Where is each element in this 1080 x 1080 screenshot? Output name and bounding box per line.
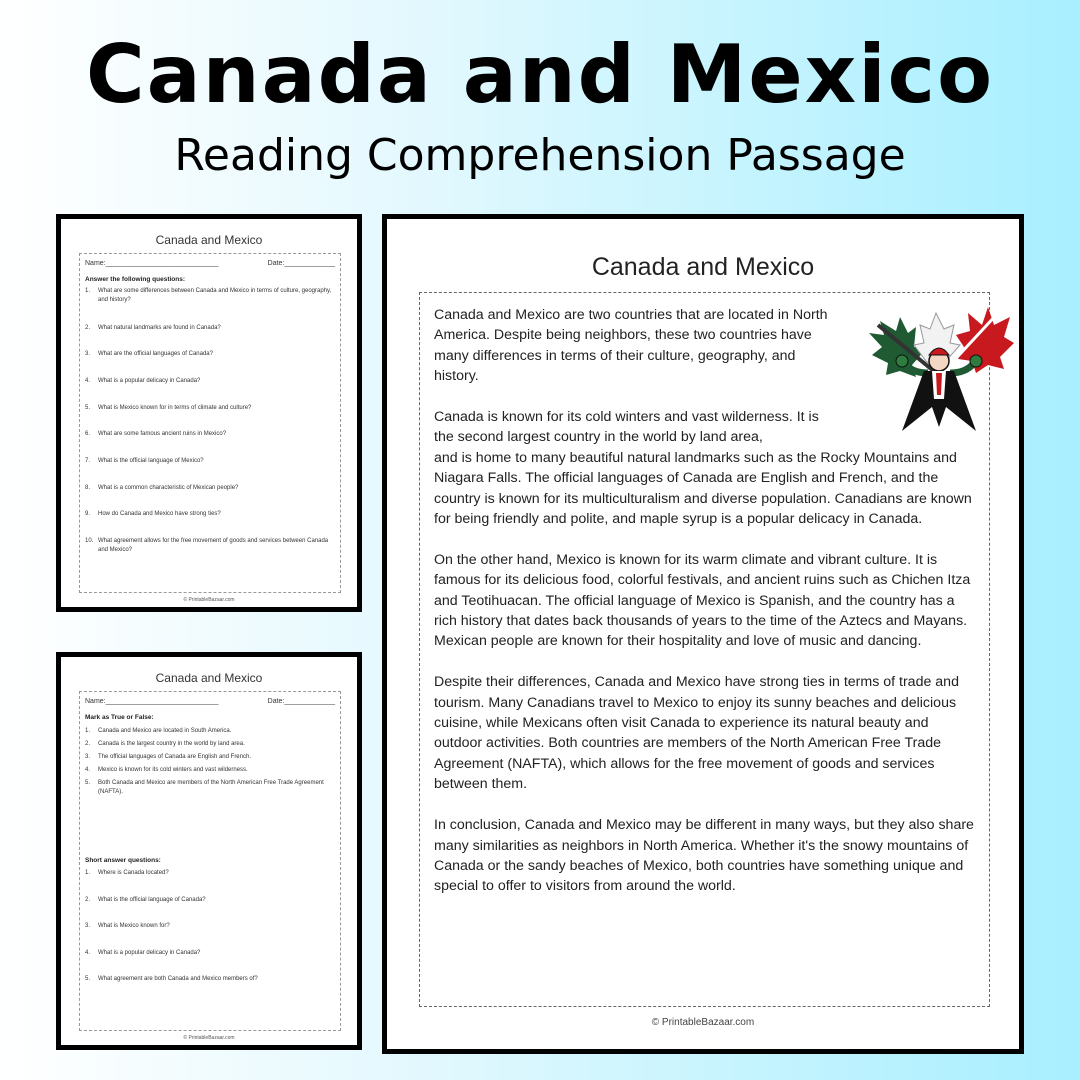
question-number: 2. xyxy=(85,897,91,903)
question-text: What is Mexico known for in terms of climate and culture? xyxy=(98,405,252,411)
question-number: 4. xyxy=(85,950,91,956)
worksheet-true-false-preview xyxy=(56,652,362,1050)
date-field: Date:_____________ xyxy=(267,260,335,267)
question-item xyxy=(85,510,335,519)
question-number: 1. xyxy=(85,870,91,876)
passage-paragraph: On the other hand, Mexico is known for its warm climate and vibrant culture. It is famous for its delicious food, colorful festivals, and ancient ruins such as Chichen Itza and Teotihuacan. The official language of Mexico is Spanish, and the country has a rich history that dates back thousands of years to the time of the Aztecs and Mayans. Mexican people are known for their hospitality and love of music and dancing. xyxy=(434,551,971,650)
question-item xyxy=(85,779,335,796)
worksheet-content-box xyxy=(79,253,341,593)
question-text: What is the official language of Canada? xyxy=(98,897,206,903)
question-text: What is a common characteristic of Mexican people? xyxy=(98,485,239,491)
worksheet-questions-preview xyxy=(56,214,362,612)
question-text: What is a popular delicacy in Canada? xyxy=(98,950,201,956)
question-text: The official languages of Canada are English and French. xyxy=(98,754,251,760)
question-text: Mexico is known for its cold winters and vast wilderness. xyxy=(98,767,248,773)
question-text: What agreement are both Canada and Mexico members of? xyxy=(98,976,258,982)
question-item xyxy=(85,753,335,762)
passage-paragraph: Canada is known for its cold winters and vast wilderness. It is the second largest country in the world by land area, xyxy=(434,409,819,446)
question-number: 5. xyxy=(85,976,91,982)
name-field: Name:_____________________________ xyxy=(85,260,219,267)
question-number: 5. xyxy=(85,780,91,786)
question-text: What are some differences between Canada and Mexico in terms of culture, geography, and history? xyxy=(98,288,332,303)
passage-page xyxy=(382,214,1024,1054)
question-item xyxy=(85,537,335,554)
worksheet-footer: © PrintableBazaar.com xyxy=(183,1035,235,1041)
passage-footer: © PrintableBazaar.com xyxy=(651,1017,755,1028)
worksheet-footer: © PrintableBazaar.com xyxy=(183,597,235,603)
question-item xyxy=(85,975,335,984)
question-text: How do Canada and Mexico have strong ties? xyxy=(98,511,221,517)
question-text: What are the official languages of Canada? xyxy=(98,351,213,357)
question-number: 4. xyxy=(85,767,91,773)
name-date-line xyxy=(85,260,335,267)
question-number: 8. xyxy=(85,485,91,491)
name-date-line xyxy=(85,698,335,705)
question-number: 1. xyxy=(85,288,91,294)
question-number: 3. xyxy=(85,351,91,357)
question-number: 4. xyxy=(85,378,91,384)
question-number: 2. xyxy=(85,741,91,747)
question-text: What agreement allows for the free movement of goods and services between Canada and Mexico? xyxy=(98,538,329,553)
question-item xyxy=(85,377,335,386)
passage-paragraph: and is home to many beautiful natural landmarks such as the Rocky Mountains and Niagara Falls. The official languages of Canada are English and French, and the country is known for its multiculturalism and diverse population. Canadians are known for being friendly and polite, and maple syrup is a popular delicacy in Canada. xyxy=(434,449,972,528)
question-number: 3. xyxy=(85,923,91,929)
passage-paragraph: In conclusion, Canada and Mexico may be different in many ways, but they also share many similarities as neighbors in North America. Whether it's the snowy mountains of Canada or the sandy beaches of Mexico, both countries have something unique and special to offer to visitors from around the world. xyxy=(434,817,974,895)
question-item xyxy=(85,727,335,736)
question-item xyxy=(85,949,335,958)
question-text: What is a popular delicacy in Canada? xyxy=(98,378,201,384)
question-number: 5. xyxy=(85,405,91,411)
questions-instructions: Answer the following questions: xyxy=(85,276,186,283)
question-number: 9. xyxy=(85,511,91,517)
worksheet-content-box xyxy=(79,691,341,1031)
question-item xyxy=(85,869,335,878)
question-text: What natural landmarks are found in Canada? xyxy=(98,325,221,331)
passage-title: Canada and Mexico xyxy=(591,253,815,281)
question-item xyxy=(85,404,335,413)
question-item xyxy=(85,766,335,775)
question-item xyxy=(85,457,335,466)
question-text: What is the official language of Mexico? xyxy=(98,458,204,464)
date-field: Date:_____________ xyxy=(267,698,335,705)
question-text: Where is Canada located? xyxy=(98,870,169,876)
passage-paragraph: Despite their differences, Canada and Mexico have strong ties in terms of trade and tourism. Many Canadians travel to Mexico to enjoy its sunny beaches and delicious cuisine, while Mexicans often visit Canada to experience its natural beauty and outdoor activities. Both countries are members of the North American Free Trade Agreement (NAFTA), which allows for the free movement of goods and services between them. xyxy=(434,674,959,793)
question-text: Both Canada and Mexico are members of the North American Free Trade Agreement (NAFTA). xyxy=(98,780,324,795)
worksheet-title: Canada and Mexico xyxy=(155,671,263,685)
question-item xyxy=(85,430,335,439)
question-text: What is Mexico known for? xyxy=(98,923,170,929)
question-number: 7. xyxy=(85,458,91,464)
passage-paragraph: Canada and Mexico are two countries that are located in North America. Despite being neighbors, these two countries have many differences in terms of their culture, geography, and history. xyxy=(434,307,828,385)
question-number: 1. xyxy=(85,728,91,734)
question-text: Canada is the largest country in the world by land area. xyxy=(98,741,245,747)
worksheet-title: Canada and Mexico xyxy=(155,233,263,247)
question-item xyxy=(85,896,335,905)
maple-leaf-figure-illustration xyxy=(864,303,1014,443)
short-answer-instructions: Short answer questions: xyxy=(85,857,161,864)
question-number: 3. xyxy=(85,754,91,760)
question-text: Canada and Mexico are located in South America. xyxy=(98,728,232,734)
main-title: Canada and Mexico xyxy=(85,28,995,121)
question-item xyxy=(85,324,335,333)
true-false-instructions: Mark as True or False: xyxy=(85,714,154,721)
question-text: What are some famous ancient ruins in Mexico? xyxy=(98,431,227,437)
question-item xyxy=(85,740,335,749)
sub-title: Reading Comprehension Passage xyxy=(174,130,906,181)
question-number: 2. xyxy=(85,325,91,331)
passage-box xyxy=(419,292,990,1007)
question-item xyxy=(85,287,335,304)
question-number: 10. xyxy=(85,538,94,544)
name-field: Name:_____________________________ xyxy=(85,698,219,705)
question-item xyxy=(85,484,335,493)
question-item xyxy=(85,350,335,359)
question-item xyxy=(85,922,335,931)
question-number: 6. xyxy=(85,431,91,437)
